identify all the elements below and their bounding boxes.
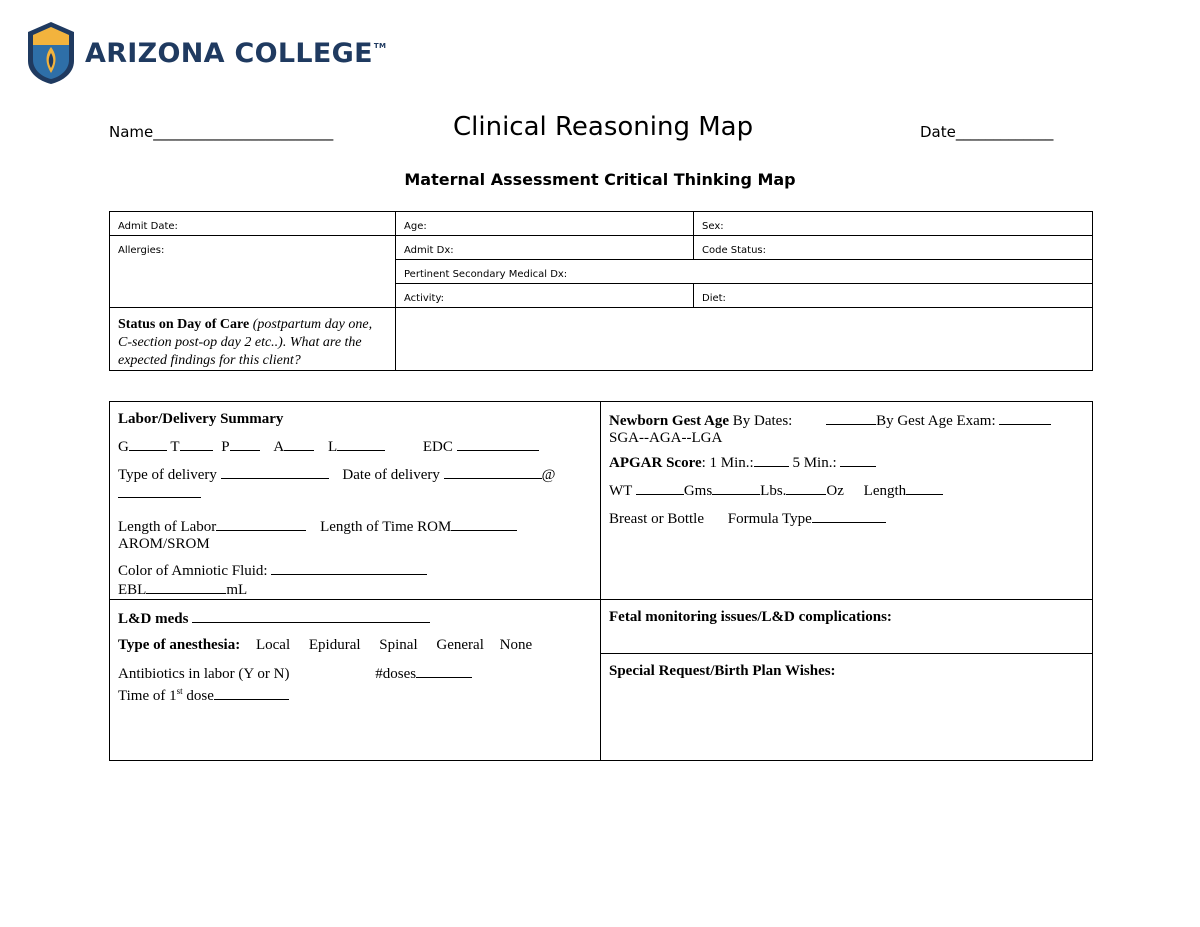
anesthesia-none[interactable]: None: [499, 637, 533, 653]
fetal-monitoring-heading: Fetal monitoring issues/L&D complications:: [609, 609, 892, 625]
activity-cell[interactable]: Activity:: [396, 284, 694, 308]
sga-aga-lga-text: SGA--AGA--LGA: [609, 430, 723, 446]
ebl-line[interactable]: EBL mL: [118, 582, 248, 598]
name-field[interactable]: Name________________________: [109, 123, 334, 141]
fetal-monitoring-cell[interactable]: [601, 600, 1093, 654]
labor-delivery-summary-cell: [110, 402, 601, 600]
special-request-heading: Special Request/Birth Plan Wishes:: [609, 663, 836, 679]
apgar-line[interactable]: APGAR Score: 1 Min.: 5 Min.:: [609, 453, 1084, 472]
labor-heading: Labor/Delivery Summary: [118, 411, 284, 427]
delivery-summary-table: [109, 401, 1093, 761]
delivery-type-line[interactable]: Type of delivery Date of delivery @: [118, 467, 556, 483]
labor-length-line[interactable]: Length of Labor Length of Time ROM: [118, 517, 592, 536]
anesthesia-spinal[interactable]: Spinal: [379, 637, 418, 653]
sex-cell[interactable]: Sex:: [694, 212, 1093, 236]
admit-dx-cell[interactable]: Admit Dx:: [396, 236, 694, 260]
age-cell[interactable]: Age:: [396, 212, 694, 236]
first-dose-line[interactable]: Time of 1st dose: [118, 683, 592, 705]
gest-age-line[interactable]: Newborn Gest Age By Dates: By Gest Age Exam:: [609, 411, 1084, 430]
status-answer-cell[interactable]: [396, 308, 1093, 371]
code-status-cell[interactable]: Code Status:: [694, 236, 1093, 260]
arom-srom-text: AROM/SROM: [118, 536, 210, 552]
anesthesia-general[interactable]: General: [436, 637, 484, 653]
newborn-cell: [601, 402, 1093, 600]
weight-line[interactable]: WT Gms Lbs. Oz Length: [609, 481, 1084, 500]
secondary-dx-cell[interactable]: Pertinent Secondary Medical Dx:: [396, 260, 1093, 284]
shield-logo-icon: [27, 21, 75, 85]
ld-meds-line[interactable]: L&D meds: [118, 609, 592, 628]
page-title: Clinical Reasoning Map: [453, 112, 754, 142]
antibiotics-line[interactable]: Antibiotics in labor (Y or N) #doses: [118, 664, 592, 683]
admit-date-cell[interactable]: Admit Date:: [110, 212, 396, 236]
ld-meds-cell: [110, 600, 601, 761]
special-request-cell[interactable]: [601, 654, 1093, 761]
feeding-line[interactable]: Breast or Bottle Formula Type: [609, 509, 1084, 528]
allergies-cell[interactable]: Allergies:: [110, 236, 396, 308]
diet-cell[interactable]: Diet:: [694, 284, 1093, 308]
status-day-of-care-cell: Status on Day of Care (postpartum day one, C-section post-op day 2 etc..). What are the expected findings for this client?: [110, 308, 396, 371]
anesthesia-epidural[interactable]: Epidural: [308, 637, 361, 653]
anesthesia-line: Type of anesthesia: Local Epidural Spinal General None: [118, 637, 533, 653]
patient-info-table: [109, 211, 1093, 371]
date-field[interactable]: Date_____________: [920, 123, 1054, 141]
page-subtitle: Maternal Assessment Critical Thinking Map: [404, 170, 796, 189]
gtpal-line[interactable]: G T P A L EDC: [118, 437, 592, 456]
logo-wordmark: ARIZONA COLLEGE™: [85, 37, 387, 69]
amniotic-fluid-line[interactable]: Color of Amniotic Fluid:: [118, 561, 592, 580]
anesthesia-local[interactable]: Local: [255, 637, 291, 653]
arizona-college-logo: [27, 21, 386, 85]
